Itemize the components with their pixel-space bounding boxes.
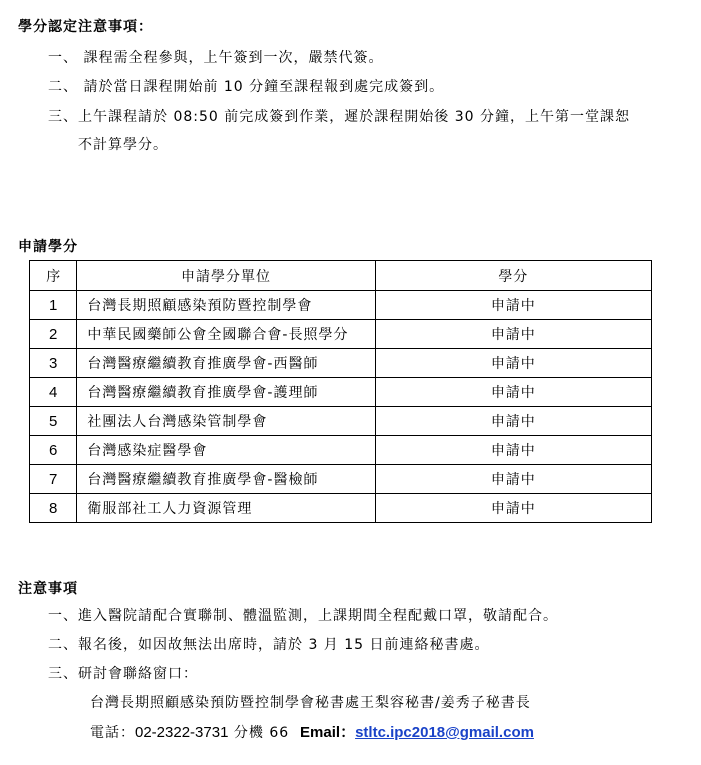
row-unit: 衛服部社工人力資源管理	[77, 494, 375, 523]
contact-phone-email	[90, 721, 534, 742]
phone-prefix: 電話：	[90, 725, 135, 741]
item-text: 報名後，如因故無法出席時，請於 3 月 15 日前連絡秘書處。	[78, 637, 490, 653]
item-number: 一、	[48, 50, 78, 66]
email-label: Email：	[300, 724, 356, 741]
credit-notice-title: 學分認定注意事項：	[18, 19, 153, 35]
row-seq: 8	[30, 494, 77, 523]
item-text: 請於當日課程開始前 10 分鐘至課程報到處完成簽到。	[78, 79, 445, 95]
table-row	[30, 291, 652, 320]
row-credit: 申請中	[375, 494, 651, 523]
header-seq: 序	[30, 261, 77, 291]
row-credit: 申請中	[375, 349, 651, 378]
row-credit: 申請中	[375, 407, 651, 436]
item-number: 三、	[48, 109, 78, 125]
credit-notice-item-2	[48, 76, 444, 96]
contact-line: 台灣長期照顧感染預防暨控制學會秘書處王梨容秘書/姜秀子秘書長	[90, 695, 531, 711]
phone-extension: 分機 66	[228, 725, 290, 741]
row-credit: 申請中	[375, 436, 651, 465]
row-unit: 中華民國藥師公會全國聯合會-長照學分	[77, 320, 375, 349]
item-text: 課程需全程參與，上午簽到一次，嚴禁代簽。	[78, 50, 384, 66]
table-row	[30, 349, 652, 378]
item-number: 二、	[48, 79, 78, 95]
table-row	[30, 465, 652, 494]
item-number: 二、	[48, 637, 78, 653]
row-unit: 台灣醫療繼續教育推廣學會-西醫師	[77, 349, 375, 378]
table-row	[30, 436, 652, 465]
item-number: 三、	[48, 666, 78, 682]
credit-notice-item-3-continued: 不計算學分。	[78, 137, 168, 153]
table-row	[30, 320, 652, 349]
row-unit: 社團法人台灣感染管制學會	[77, 407, 375, 436]
credit-table	[29, 260, 652, 523]
row-seq: 5	[30, 407, 77, 436]
row-seq: 1	[30, 291, 77, 320]
phone-number: 02-2322-3731	[135, 724, 229, 741]
row-credit: 申請中	[375, 291, 651, 320]
notes-item-1	[48, 605, 558, 625]
row-unit: 台灣醫療繼續教育推廣學會-醫檢師	[77, 465, 375, 494]
row-seq: 6	[30, 436, 77, 465]
notes-item-3	[48, 663, 198, 683]
header-unit: 申請學分單位	[77, 261, 375, 291]
table-row	[30, 407, 652, 436]
row-unit: 台灣感染症醫學會	[77, 436, 375, 465]
credit-notice-item-1	[48, 47, 383, 67]
email-link[interactable]: stltc.ipc2018@gmail.com	[355, 724, 534, 741]
item-text: 進入醫院請配合實聯制、體溫監測，上課期間全程配戴口罩，敬請配合。	[78, 608, 558, 624]
header-credit: 學分	[375, 261, 651, 291]
row-credit: 申請中	[375, 378, 651, 407]
credit-notice-item-3	[48, 106, 630, 126]
row-credit: 申請中	[375, 465, 651, 494]
item-number: 一、	[48, 608, 78, 624]
notes-item-2	[48, 634, 490, 654]
row-seq: 4	[30, 378, 77, 407]
row-seq: 2	[30, 320, 77, 349]
item-text: 研討會聯絡窗口：	[78, 666, 198, 682]
table-header-row	[30, 261, 652, 291]
row-credit: 申請中	[375, 320, 651, 349]
row-unit: 台灣醫療繼續教育推廣學會-護理師	[77, 378, 375, 407]
row-seq: 3	[30, 349, 77, 378]
table-row	[30, 494, 652, 523]
apply-credit-title: 申請學分	[18, 239, 78, 255]
row-seq: 7	[30, 465, 77, 494]
item-text: 上午課程請於 08:50 前完成簽到作業，遲於課程開始後 30 分鐘，上午第一堂課恕	[78, 109, 630, 125]
table-row	[30, 378, 652, 407]
notes-title: 注意事項	[18, 581, 78, 597]
row-unit: 台灣長期照顧感染預防暨控制學會	[77, 291, 375, 320]
